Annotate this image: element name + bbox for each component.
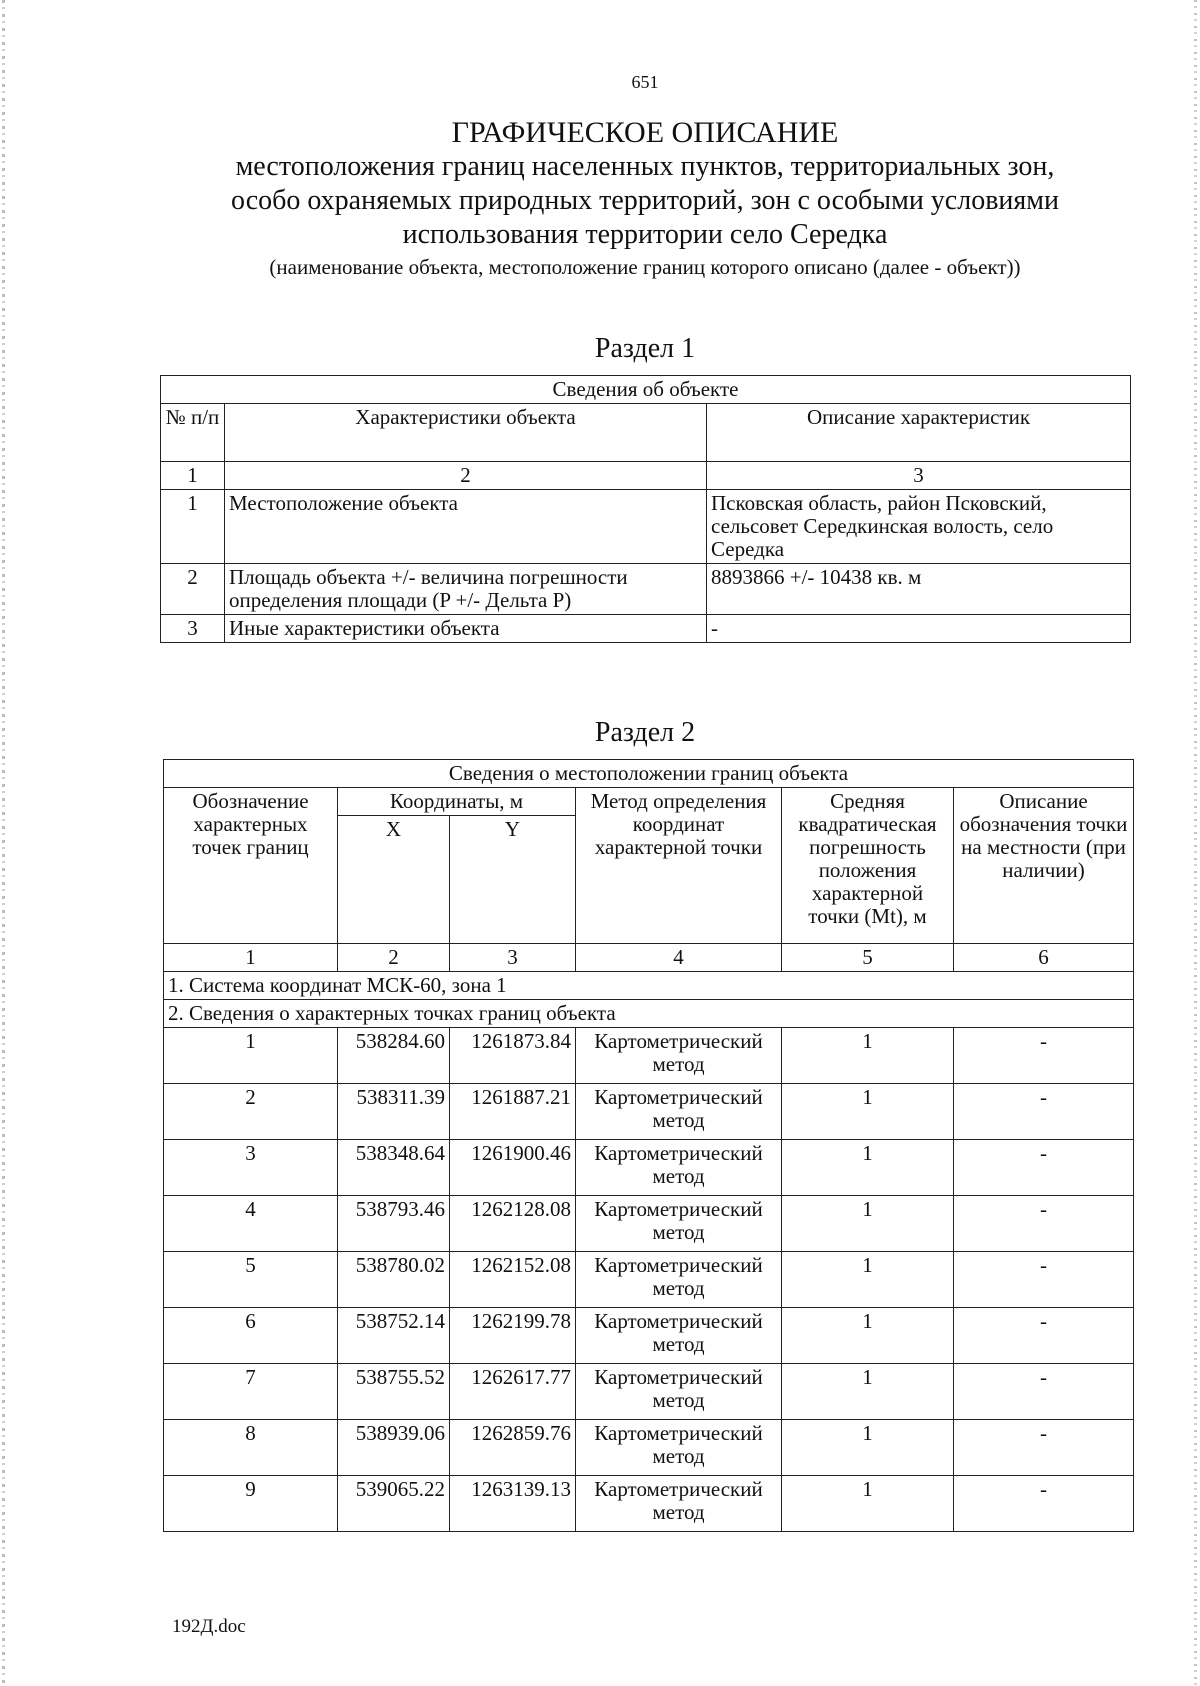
point-description: - bbox=[954, 1028, 1134, 1084]
subtitle-line-3: использования территории село Середка bbox=[402, 219, 888, 250]
col-number: 3 bbox=[707, 462, 1131, 490]
table-row bbox=[164, 1476, 1134, 1532]
point-y: 1261900.46 bbox=[450, 1140, 576, 1196]
point-id: 1 bbox=[164, 1028, 338, 1084]
point-x: 538311.39 bbox=[338, 1084, 450, 1140]
scan-edge-left bbox=[2, 0, 5, 1686]
point-method: Картометрический метод bbox=[576, 1084, 782, 1140]
point-x: 539065.22 bbox=[338, 1476, 450, 1532]
table-row bbox=[164, 1140, 1134, 1196]
point-method: Картометрический метод bbox=[576, 1308, 782, 1364]
point-error: 1 bbox=[782, 1196, 954, 1252]
footer-filename: 192Д.doc bbox=[172, 1616, 246, 1637]
row-characteristic: Иные характеристики объекта bbox=[225, 615, 707, 643]
header-number: № п/п bbox=[161, 404, 225, 462]
point-error: 1 bbox=[782, 1252, 954, 1308]
col-number: 2 bbox=[338, 944, 450, 972]
point-y: 1262152.08 bbox=[450, 1252, 576, 1308]
row-characteristic: Площадь объекта +/- величина погрешности определения площади (P +/- Дельта P) bbox=[225, 564, 707, 615]
point-method: Картометрический метод bbox=[576, 1364, 782, 1420]
point-error: 1 bbox=[782, 1308, 954, 1364]
point-method: Картометрический метод bbox=[576, 1140, 782, 1196]
point-y: 1263139.13 bbox=[450, 1476, 576, 1532]
point-y: 1262617.77 bbox=[450, 1364, 576, 1420]
col-number: 1 bbox=[161, 462, 225, 490]
point-description: - bbox=[954, 1364, 1134, 1420]
point-description: - bbox=[954, 1476, 1134, 1532]
table-row bbox=[164, 1308, 1134, 1364]
point-id: 9 bbox=[164, 1476, 338, 1532]
point-error: 1 bbox=[782, 1420, 954, 1476]
point-id: 6 bbox=[164, 1308, 338, 1364]
point-y: 1262199.78 bbox=[450, 1308, 576, 1364]
point-method: Картометрический метод bbox=[576, 1420, 782, 1476]
document-title: ГРАФИЧЕСКОЕ ОПИСАНИЕ bbox=[451, 116, 839, 149]
point-id: 2 bbox=[164, 1084, 338, 1140]
subtitle-line-1: местоположения границ населенных пунктов, территориальных зон, bbox=[235, 151, 1055, 182]
scan-edge-right bbox=[1194, 0, 1197, 1686]
point-error: 1 bbox=[782, 1476, 954, 1532]
section2-title: Раздел 2 bbox=[594, 717, 696, 748]
heading-block bbox=[150, 116, 1140, 280]
point-description: - bbox=[954, 1196, 1134, 1252]
point-id: 4 bbox=[164, 1196, 338, 1252]
point-x: 538284.60 bbox=[338, 1028, 450, 1084]
point-method: Картометрический метод bbox=[576, 1196, 782, 1252]
header-coords: Координаты, м bbox=[338, 788, 576, 816]
point-method: Картометрический метод bbox=[576, 1028, 782, 1084]
point-description: - bbox=[954, 1084, 1134, 1140]
col-number: 5 bbox=[782, 944, 954, 972]
table-caption: Сведения об объекте bbox=[161, 376, 1131, 404]
row-description: Псковская область, район Псковский, сельсовет Середкинская волость, село Середка bbox=[707, 490, 1131, 564]
table-row bbox=[164, 1252, 1134, 1308]
point-error: 1 bbox=[782, 1028, 954, 1084]
point-id: 8 bbox=[164, 1420, 338, 1476]
header-x: X bbox=[338, 816, 450, 944]
point-x: 538755.52 bbox=[338, 1364, 450, 1420]
point-error: 1 bbox=[782, 1364, 954, 1420]
coord-system-row: 1. Система координат МСК-60, зона 1 bbox=[164, 972, 1134, 1000]
table-row bbox=[161, 615, 1131, 643]
point-error: 1 bbox=[782, 1140, 954, 1196]
object-note: (наименование объекта, местоположение границ которого описано (далее - объект)) bbox=[269, 255, 1021, 279]
point-y: 1262859.76 bbox=[450, 1420, 576, 1476]
table-row bbox=[164, 1364, 1134, 1420]
col-number: 1 bbox=[164, 944, 338, 972]
table-row bbox=[164, 1196, 1134, 1252]
header-point: Обозначение характерных точек границ bbox=[164, 788, 338, 944]
point-y: 1262128.08 bbox=[450, 1196, 576, 1252]
col-number: 3 bbox=[450, 944, 576, 972]
point-id: 3 bbox=[164, 1140, 338, 1196]
table-row bbox=[161, 564, 1131, 615]
object-info-table bbox=[160, 375, 1131, 643]
row-description: - bbox=[707, 615, 1131, 643]
row-number: 1 bbox=[161, 490, 225, 564]
point-description: - bbox=[954, 1420, 1134, 1476]
boundary-points-table bbox=[163, 759, 1134, 1532]
point-x: 538793.46 bbox=[338, 1196, 450, 1252]
point-y: 1261873.84 bbox=[450, 1028, 576, 1084]
subtitle-line-2: особо охраняемых природных территорий, зон с особыми условиями bbox=[231, 185, 1059, 216]
point-x: 538752.14 bbox=[338, 1308, 450, 1364]
point-method: Картометрический метод bbox=[576, 1476, 782, 1532]
point-id: 5 bbox=[164, 1252, 338, 1308]
header-description: Описание характеристик bbox=[707, 404, 1131, 462]
header-description: Описание обозначения точки на местности (при наличии) bbox=[954, 788, 1134, 944]
header-error: Средняя квадратическая погрешность положения характерной точки (Mt), м bbox=[782, 788, 954, 944]
row-number: 2 bbox=[161, 564, 225, 615]
point-method: Картометрический метод bbox=[576, 1252, 782, 1308]
point-error: 1 bbox=[782, 1084, 954, 1140]
col-number: 2 bbox=[225, 462, 707, 490]
header-method: Метод определения координат характерной точки bbox=[576, 788, 782, 944]
point-x: 538348.64 bbox=[338, 1140, 450, 1196]
point-y: 1261887.21 bbox=[450, 1084, 576, 1140]
table-row bbox=[161, 490, 1131, 564]
table-row bbox=[164, 1420, 1134, 1476]
col-number: 6 bbox=[954, 944, 1134, 972]
table-caption: Сведения о местоположении границ объекта bbox=[164, 760, 1134, 788]
point-description: - bbox=[954, 1140, 1134, 1196]
point-description: - bbox=[954, 1308, 1134, 1364]
point-description: - bbox=[954, 1252, 1134, 1308]
section1-title: Раздел 1 bbox=[594, 333, 696, 364]
points-caption-row: 2. Сведения о характерных точках границ объекта bbox=[164, 1000, 1134, 1028]
row-characteristic: Местоположение объекта bbox=[225, 490, 707, 564]
row-number: 3 bbox=[161, 615, 225, 643]
table-row bbox=[164, 1084, 1134, 1140]
point-x: 538939.06 bbox=[338, 1420, 450, 1476]
header-y: Y bbox=[450, 816, 576, 944]
row-description: 8893866 +/- 10438 кв. м bbox=[707, 564, 1131, 615]
header-characteristic: Характеристики объекта bbox=[225, 404, 707, 462]
col-number: 4 bbox=[576, 944, 782, 972]
point-id: 7 bbox=[164, 1364, 338, 1420]
table-row bbox=[164, 1028, 1134, 1084]
page-number: 651 bbox=[631, 72, 659, 92]
point-x: 538780.02 bbox=[338, 1252, 450, 1308]
